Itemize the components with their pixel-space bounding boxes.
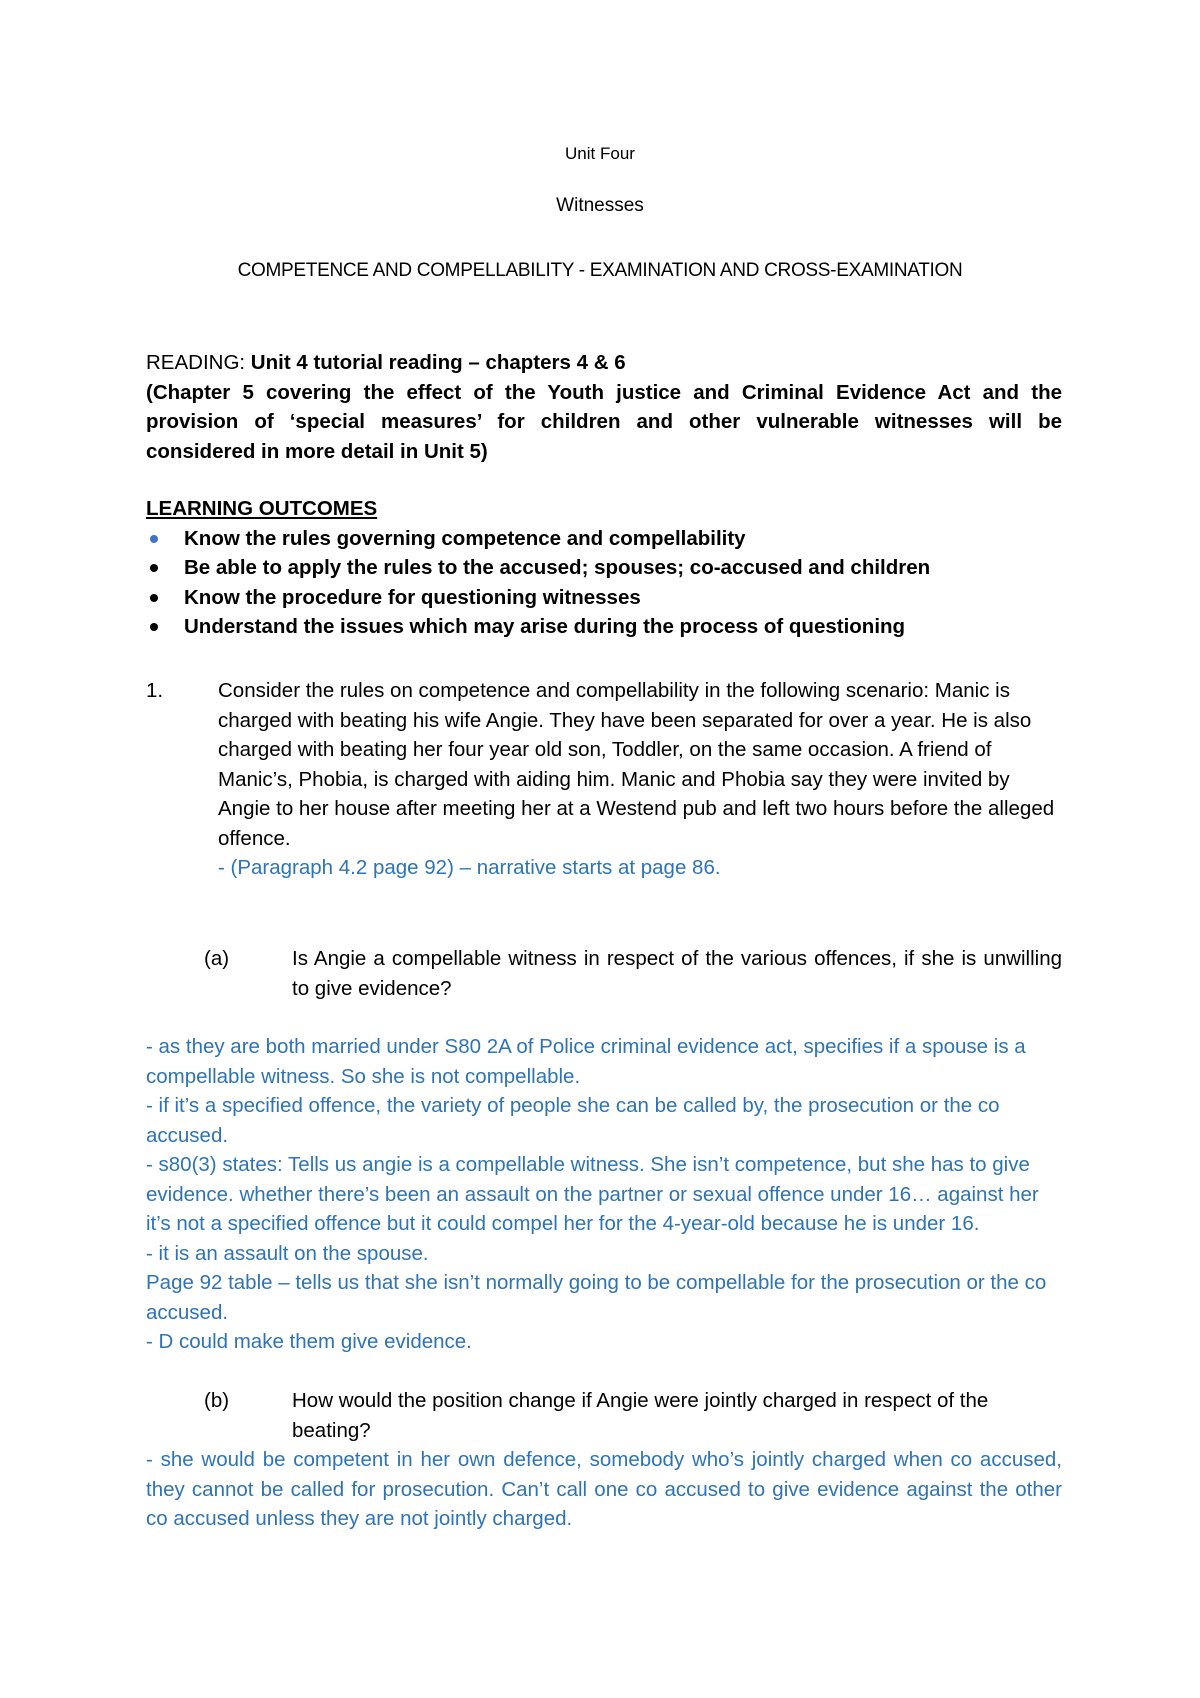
bullet-icon [150,564,158,572]
list-item: Know the procedure for questioning witnesses [146,583,1062,613]
question-number: 1. [146,679,164,702]
reading-text: Unit 4 tutorial reading – chapters 4 & 6 [245,351,626,374]
learning-outcomes-section [146,494,1062,642]
part-a-row [146,944,1062,1003]
list-item: Know the rules governing competence and compellability [146,524,1062,554]
reading-section [146,348,1062,466]
bullet-icon [150,623,158,631]
answer-a-line: - s80(3) states: Tells us angie is a compellable witness. She isn’t competence, but she has to give evidence. whether there’s been an assault on the partner or sexual offence under 16… against her it’s not a specified offence but it could compel her for the 4-year-old because he is under 16. [146,1153,1039,1235]
answer-a-line: - it is an assault on the spouse. [146,1241,429,1265]
question-1-note: - (Paragraph 4.2 page 92) – narrative starts at page 86. [218,856,721,879]
part-b-text: How would the position change if Angie were jointly charged in respect of the beating? [292,1389,989,1442]
answer-a [146,1032,1062,1357]
outcomes-list [146,524,1062,642]
answer-a-line: - D could make them give evidence. [146,1330,472,1353]
question-1-row [146,676,1062,883]
question-1-text: Consider the rules on competence and compellability in the following scenario: Manic is charged with beating his wife Angie. They have been separated for over a year. He is also charged with beating her four year old son, Toddler, on the same occasion. A friend of Manic’s, Phobia, is charged with aiding him. Manic and Phobia say they were invited by Angie to her house after meeting her at a Westend pub and left two hours before the alleged offence. [218,679,1055,850]
bullet-icon [150,594,158,602]
reading-label: READING: [146,351,246,374]
bullet-icon [150,535,158,543]
list-item: Understand the issues which may arise during the process of questioning [146,612,1062,642]
outcomes-heading: LEARNING OUTCOMES [146,497,378,520]
question-1a [146,944,1062,1003]
document-subtitle: Witnesses [556,195,644,216]
reading-note: (Chapter 5 covering the effect of the Youth justice and Criminal Evidence Act and the provision of ‘special measures’ for children and other vulnerable witnesses will be considered in more detail in Unit 5) [146,380,1062,463]
part-a-label: (a) [204,947,230,970]
answer-b: - she would be competent in her own defence, somebody who’s jointly charged when co accused, they cannot be called for prosecution. Can’t call one co accused to give evidence against the other co accused unless they are not jointly charged. [146,1448,1062,1530]
part-a-text: Is Angie a compellable witness in respect of the various offences, if she is unwilling to give evidence? [292,947,1062,1000]
answer-a-line: Page 92 table – tells us that she isn’t normally going to be compellable for the prosecution or the co accused. [146,1271,1047,1324]
question-1b [146,1386,1062,1445]
topic-heading: COMPETENCE AND COMPELLABILITY - EXAMINATION AND CROSS-EXAMINATION [237,260,963,281]
list-item: Be able to apply the rules to the accused; spouses; co-accused and children [146,553,1062,583]
answer-a-line: - if it’s a specified offence, the variety of people she can be called by, the prosecution or the co accused. [146,1094,1000,1147]
part-b-label: (b) [204,1389,230,1412]
reading-line [146,348,1062,378]
part-b-row [146,1386,1062,1445]
unit-title: Unit Four [565,144,635,163]
answer-a-line: - as they are both married under S80 2A of Police criminal evidence act, specifies if a spouse is a compellable witness. So she is not compellable. [146,1035,1026,1088]
question-1 [146,676,1062,883]
